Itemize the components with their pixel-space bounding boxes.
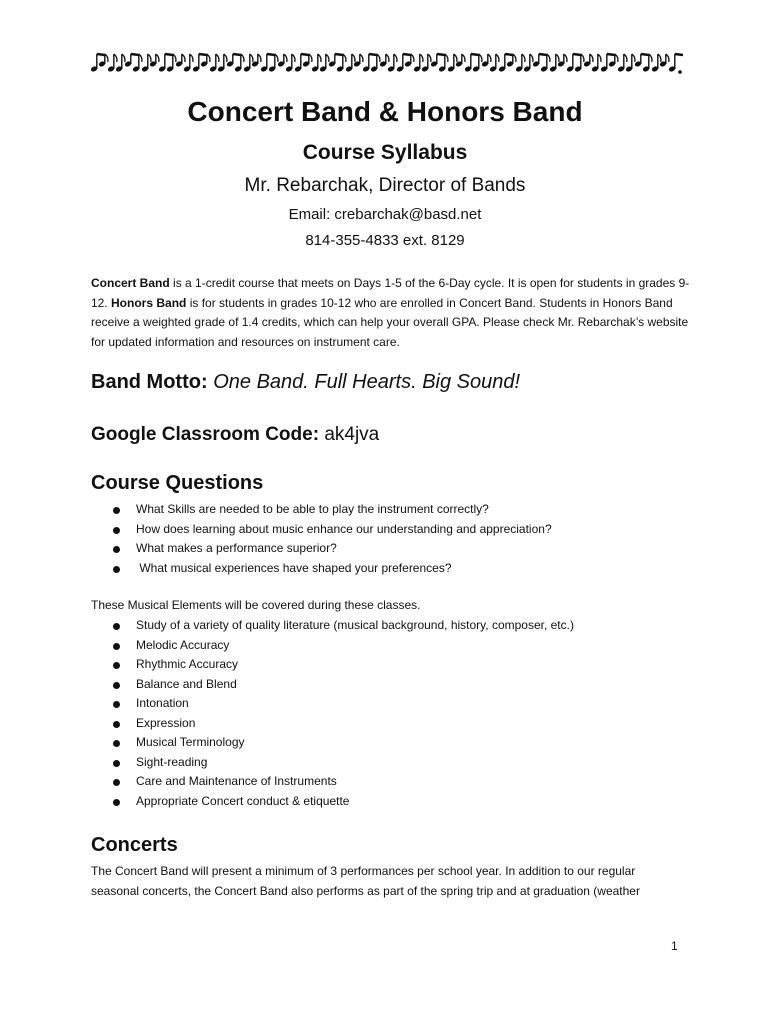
band-motto: [91, 371, 520, 394]
bullet-icon: [113, 740, 120, 747]
google-classroom-code: [91, 424, 379, 446]
bullet-icon: [113, 760, 120, 767]
list-item: Expression: [110, 714, 574, 734]
motto-value: One Band. Full Hearts. Big Sound!: [213, 371, 521, 393]
bullet-icon: [113, 643, 120, 650]
bullet-icon: [113, 721, 120, 728]
list-item: What musical experiences have shaped your preferences?: [110, 559, 552, 579]
intro-text-1: is a 1-credit course that meets on Days 1-5 of the 6-Day cycle. It is open for students in grades 9-12.: [91, 276, 690, 310]
page-title: Concert Band & Honors Band: [187, 96, 583, 127]
bullet-icon: [113, 779, 120, 786]
bullet-icon: [113, 527, 120, 534]
concerts-line-1: The Concert Band will present a minimum of 3 performances per school year. In addition to our regular: [91, 864, 636, 878]
bullet-icon: [113, 507, 120, 514]
list-item: Study of a variety of quality literature (musical background, history, composer, etc.): [110, 616, 574, 636]
page-subtitle: Course Syllabus: [302, 141, 468, 164]
list-item: What makes a performance superior?: [110, 539, 552, 559]
intro-paragraph: [91, 274, 691, 352]
bullet-icon: [113, 566, 120, 573]
contact-phone: 814-355-4833 ext. 8129: [305, 232, 465, 249]
intro-text-2: is for students in grades 10-12 who are enrolled in Concert Band. Students in Honors Band receive a weighted grade of 1.4 credits, which can help your overall GPA. Please check Mr. Rebarchak’s website for updated information and resources on instrument care.: [91, 295, 689, 349]
concerts-line-2: seasonal concerts, the Concert Band also performs as part of the spring trip and at graduation (weather: [91, 883, 640, 898]
list-item: How does learning about music enhance our understanding and appreciation?: [110, 520, 552, 540]
classroom-code: ak4jva: [324, 424, 380, 445]
bullet-icon: [113, 623, 120, 630]
course-questions-heading: Course Questions: [91, 472, 264, 494]
musical-elements-intro: These Musical Elements will be covered during these classes.: [91, 598, 421, 612]
concerts-heading: Concerts: [91, 834, 178, 856]
music-notes-border-icon: [90, 50, 684, 78]
classroom-label: Google Classroom Code:: [91, 424, 320, 445]
list-item: Melodic Accuracy: [110, 636, 574, 656]
bullet-icon: [113, 799, 120, 806]
list-item: Sight-reading: [110, 753, 574, 773]
honors-band-label: Honors Band: [111, 295, 187, 310]
list-item: What Skills are needed to be able to play the instrument correctly?: [110, 500, 552, 520]
contact-email: Email: crebarchak@basd.net: [288, 206, 482, 223]
list-item: Rhythmic Accuracy: [110, 655, 574, 675]
list-item: Musical Terminology: [110, 733, 574, 753]
list-item: Intonation: [110, 694, 574, 714]
bullet-icon: [113, 546, 120, 553]
course-questions-list: [110, 500, 552, 578]
musical-elements-list: [110, 616, 574, 811]
bullet-icon: [113, 662, 120, 669]
motto-label: Band Motto:: [91, 371, 208, 393]
director-name: Mr. Rebarchak, Director of Bands: [244, 175, 526, 196]
concert-band-label: Concert Band: [91, 276, 170, 290]
concerts-paragraph: [91, 862, 691, 901]
bullet-icon: [113, 701, 120, 708]
list-item: Appropriate Concert conduct & etiquette: [110, 792, 574, 812]
bullet-icon: [113, 682, 120, 689]
list-item: Care and Maintenance of Instruments: [110, 772, 574, 792]
list-item: Balance and Blend: [110, 675, 574, 695]
page-number: 1: [671, 939, 678, 953]
